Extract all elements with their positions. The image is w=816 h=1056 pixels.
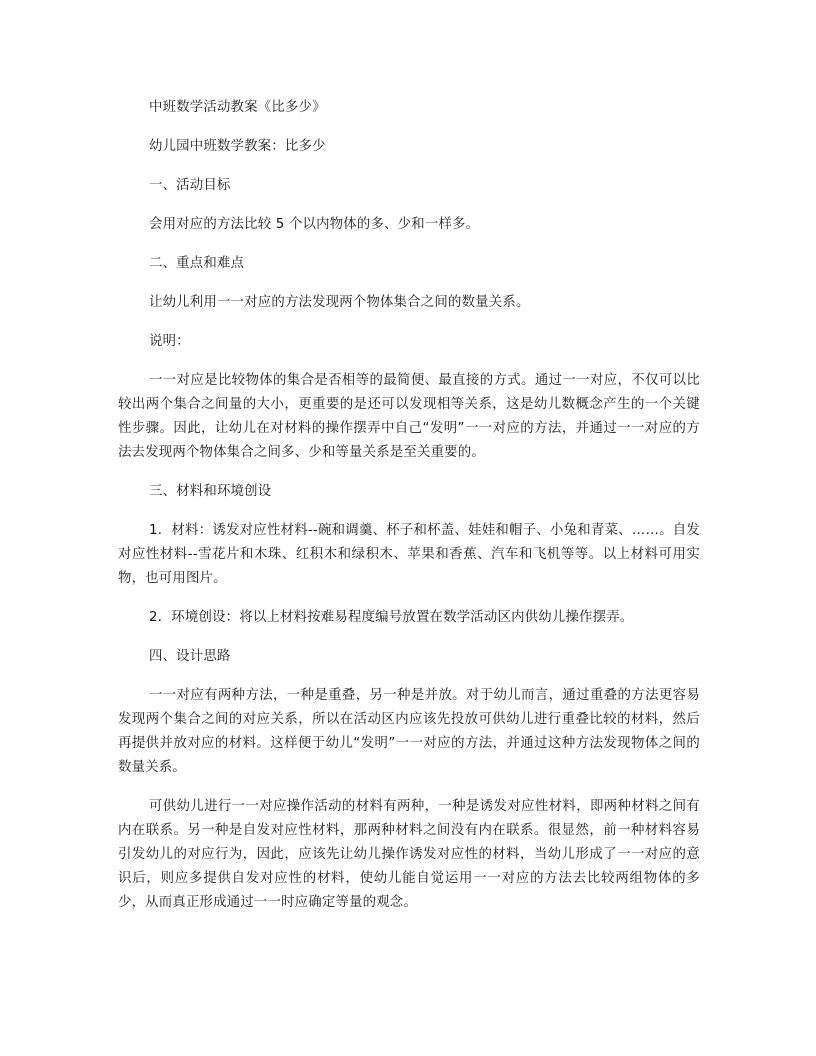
paragraph: 一一对应是比较物体的集合是否相等的最简便、最直接的方式。通过一一对应，不仅可以比较出两个集合之间量的大小，更重要的是还可以发现相等关系，这是幼儿数概念产生的一个关键性步骤。因此，让幼儿在对材料的操作摆弄中自己“发明”一一对应的方法，并通过一一对应的方法去发现两个物体集合之间多、少和等量关系是至关重要的。 — [118, 373, 700, 460]
paragraph: 让幼儿利用一一对应的方法发现两个物体集合之间的数量关系。 — [149, 295, 530, 310]
paragraph: 一一对应有两种方法，一种是重叠，另一种是并放。对于幼儿而言，通过重叠的方法更容易发现两个集合之间的对应关系，所以在活动区内应该先投放可供幼儿进行重叠比较的材料，然后再提供并放对应的材料。这样便于幼儿“发明”一一对应的方法，并通过这种方法发现物体之间的数量关系。 — [118, 688, 700, 775]
document-title: 中班数学活动教案《比多少》 — [149, 100, 326, 115]
section-heading-materials: 三、材料和环境创设 — [149, 484, 272, 499]
paragraph: 会用对应的方法比较 5 个以内物体的多、少和一样多。 — [149, 217, 480, 232]
paragraph: 可供幼儿进行一一对应操作活动的材料有两种，一种是诱发对应性材料，即两种材料之间有内在联系。另一种是自发对应性材料，那两种材料之间没有内在联系。很显然，前一种材料容易引发幼儿的对应行为，因此，应该先让幼儿操作诱发对应性的材料，当幼儿形成了一一对应的意识后，则应多提供自发对应性的材料，使幼儿能自觉运用一一对应的方法去比较两组物体的多少，从而真正形成通过一一时应确定等量的观念。 — [118, 799, 700, 910]
document-body — [118, 96, 700, 930]
section-heading-design: 四、设计思路 — [149, 649, 231, 664]
explanation-label: 说明： — [149, 334, 190, 349]
paragraph: 1．材料：诱发对应性材料--碗和调羹、杯子和杯盖、娃娃和帽子、小兔和青菜、……。自发对应性材料--雪花片和木珠、红积木和绿积木、苹果和香蕉、汽车和飞机等等。以上材料可用实物，也可用图片。 — [118, 523, 700, 586]
section-heading-key-points: 二、重点和难点 — [149, 256, 245, 271]
section-heading-goals: 一、活动目标 — [149, 178, 231, 193]
paragraph: 2．环境创设：将以上材料按难易程度编号放置在数学活动区内供幼儿操作摆弄。 — [149, 610, 634, 625]
document-subtitle: 幼儿园中班数学教案：比多少 — [149, 139, 326, 154]
